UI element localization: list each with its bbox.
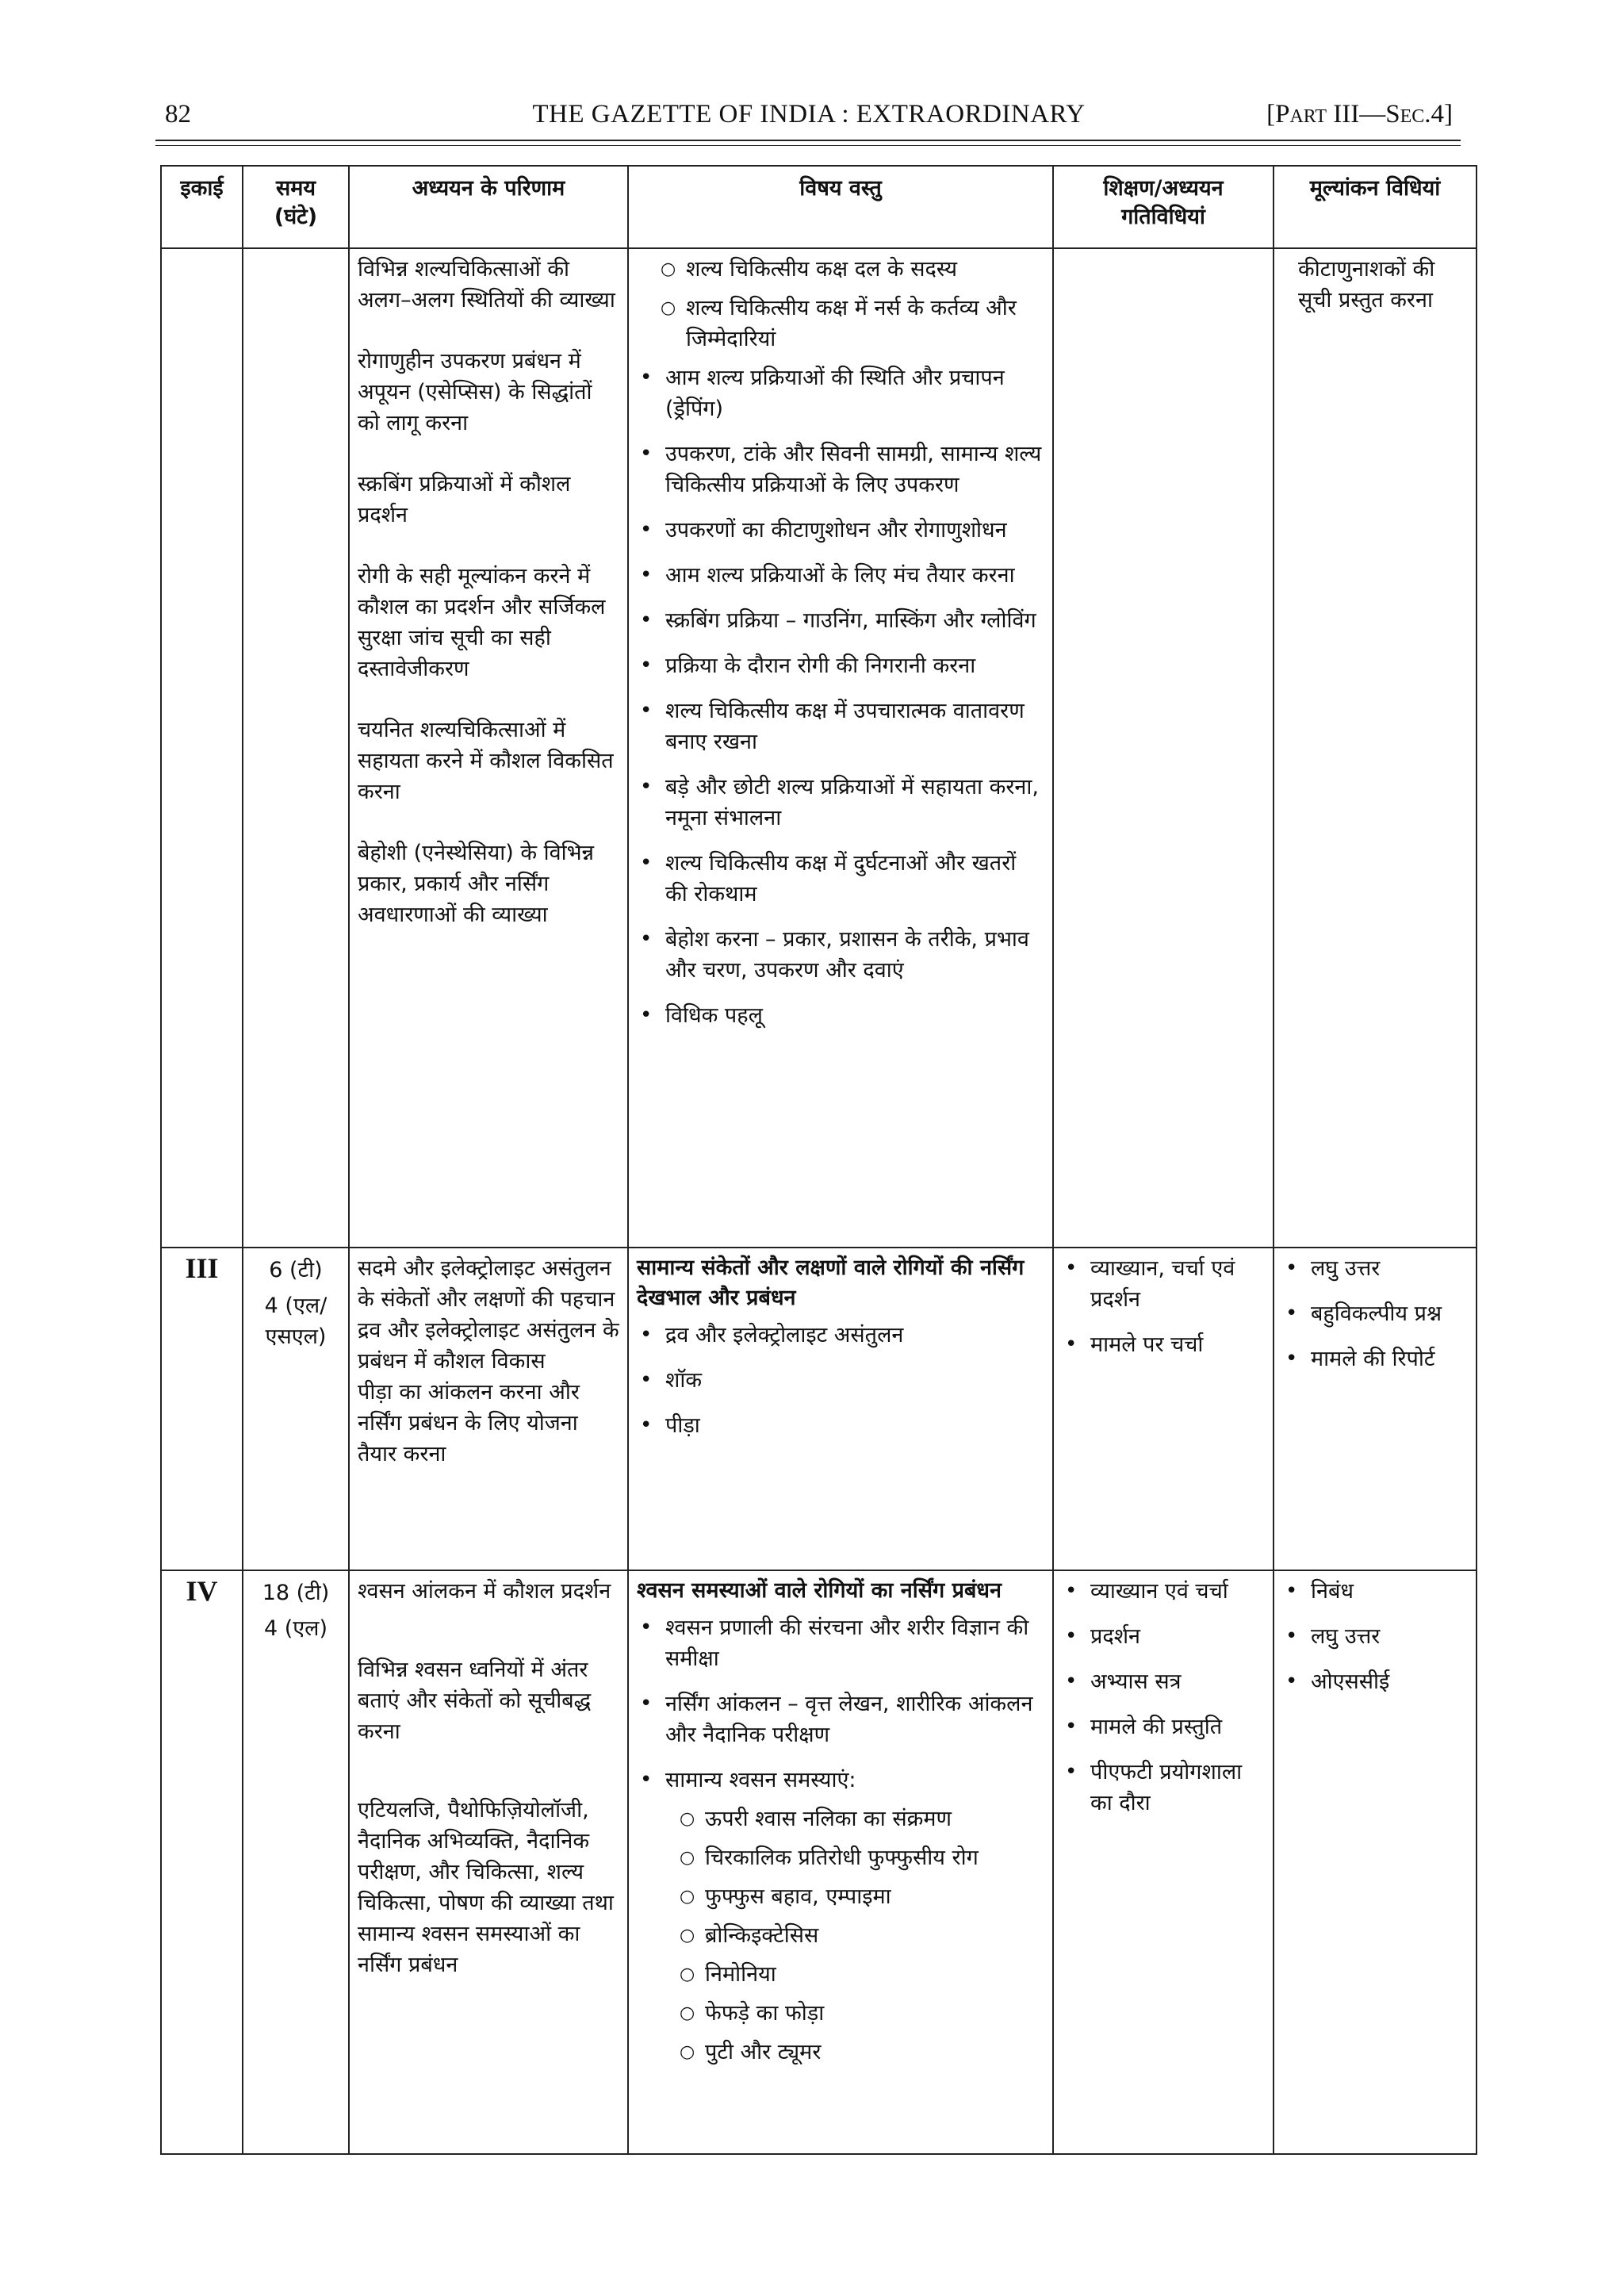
content-cell <box>628 248 1053 1248</box>
list-item: • शल्य चिकित्सीय कक्ष में दुर्घटनाओं और खतरों की रोकथाम <box>637 848 1044 910</box>
list-item: • मामले पर चर्चा <box>1062 1329 1265 1360</box>
content-heading: श्वसन समस्याओं वाले रोगियों का नर्सिंग प्रबंधन <box>637 1578 1002 1603</box>
list-item: ○ ब्रोन्किइक्टेसिस <box>676 1920 1044 1951</box>
list-item: • शल्य चिकित्सीय कक्ष में उपचारात्मक वातावरण बनाए रखना <box>637 696 1044 757</box>
table-row <box>161 1570 1477 2154</box>
assessment-list <box>1282 1576 1468 1697</box>
list-item: • श्वसन प्रणाली की संरचना और शरीर विज्ञान की समीक्षा <box>637 1612 1044 1674</box>
list-item: ○ शल्य चिकित्सीय कक्ष दल के सदस्य <box>657 254 1044 285</box>
time-lab: 4 (एल) <box>263 1616 328 1641</box>
list-item: • अभ्यास सत्र <box>1062 1666 1265 1697</box>
list-item: • नर्सिंग आंकलन – वृत्त लेखन, शारीरिक आंकलन और नैदानिक परीक्षण <box>637 1688 1044 1750</box>
assessment-list <box>1282 1253 1468 1374</box>
content-list <box>637 1320 1044 1441</box>
col-header-unit: इकाई <box>161 166 243 248</box>
list-item-label: सामान्य श्वसन समस्याएं: <box>665 1768 856 1792</box>
list-item: • मामले की रिपोर्ट <box>1282 1343 1468 1374</box>
list-item: • लघु उत्तर <box>1282 1621 1468 1652</box>
activities-cell <box>1053 1248 1274 1570</box>
header-rule-thin <box>155 145 1461 146</box>
outcome-text: बेहोशी (एनेस्थेसिया) के विभिन्न प्रकार, प्रकार्य और नर्सिंग अवधारणाओं की व्याख्या <box>358 841 595 927</box>
outcome-text: रोगी के सही मूल्यांकन करने में कौशल का प्रदर्शन और सर्जिकल सुरक्षा जांच सूची का सही दस्तावेजीकरण <box>358 564 606 681</box>
activities-cell <box>1053 1570 1274 2154</box>
list-item: ○ ऊपरी श्वास नलिका का संक्रमण <box>676 1803 1044 1834</box>
list-item: • लघु उत्तर <box>1282 1253 1468 1284</box>
page-number: 82 <box>165 100 191 128</box>
outcome-text: श्वसन आंलकन में कौशल प्रदर्शन <box>358 1579 611 1604</box>
list-item: • प्रक्रिया के दौरान रोगी की निगरानी करना <box>637 650 1044 681</box>
gazette-title: THE GAZETTE OF INDIA : EXTRAORDINARY <box>532 100 1086 128</box>
list-item: • व्याख्यान एवं चर्चा <box>1062 1576 1265 1607</box>
list-item: • आम शल्य प्रक्रियाओं के लिए मंच तैयार करना <box>637 560 1044 591</box>
list-item: • निबंध <box>1282 1576 1468 1607</box>
outcome-text: रोगाणुहीन उपकरण प्रबंधन में अपूयन (एसेप्सिस) के सिद्धांतों को लागू करना <box>358 349 592 435</box>
list-item: • उपकरणों का कीटाणुशोधन और रोगाणुशोधन <box>637 515 1044 546</box>
list-item: ○ शल्य चिकित्सीय कक्ष में नर्स के कर्तव्य और जिम्मेदारियां <box>657 293 1044 355</box>
activities-list <box>1062 1576 1265 1819</box>
activities-cell <box>1053 248 1274 1248</box>
list-item: • प्रदर्शन <box>1062 1621 1265 1652</box>
content-cell <box>628 1570 1053 2154</box>
assessment-cell <box>1274 1248 1477 1570</box>
col-header-outcomes: अध्ययन के परिणाम <box>349 166 628 248</box>
list-item: ○ चिरकालिक प्रतिरोधी फुफ्फुसीय रोग <box>676 1842 1044 1873</box>
list-item: • व्याख्यान, चर्चा एवं प्रदर्शन <box>1062 1253 1265 1315</box>
content-list <box>637 362 1044 1031</box>
content-heading: सामान्य संकेतों और लक्षणों वाले रोगियों की नर्सिंग देखभाल और प्रबंधन <box>637 1255 1025 1310</box>
outcome-text: विभिन्न श्वसन ध्वनियों में अंतर बताएं और संकेतों को सूचीबद्ध करना <box>358 1658 592 1744</box>
list-item <box>637 1765 1044 2068</box>
table-row <box>161 248 1477 1248</box>
assessment-cell <box>1274 248 1477 1248</box>
col-header-time: समय (घंटे) <box>243 166 349 248</box>
unit-number: IV <box>161 1570 243 2154</box>
list-item: • स्क्रबिंग प्रक्रिया – गाउनिंग, मास्किंग और ग्लोविंग <box>637 605 1044 636</box>
syllabus-table <box>160 165 1477 2155</box>
list-item: • ओएससीई <box>1282 1666 1468 1697</box>
content-sublist <box>665 1803 1044 2068</box>
table-row <box>161 1248 1477 1570</box>
time-lab: 4 (एल/ एसएल) <box>264 1294 327 1349</box>
unit-cell <box>161 248 243 1248</box>
outcome-text: द्रव और इलेक्ट्रोलाइट असंतुलन के प्रबंधन में कौशल विकास <box>358 1318 619 1374</box>
col-header-activities: शिक्षण/अध्ययन गतिविधियां <box>1053 166 1274 248</box>
outcomes-cell <box>349 248 628 1248</box>
list-item: • शॉक <box>637 1365 1044 1396</box>
col-header-content: विषय वस्तु <box>628 166 1053 248</box>
list-item: • बड़े और छोटी शल्य प्रक्रियाओं में सहायता करना, नमूना संभालना <box>637 772 1044 834</box>
time-cell <box>243 1248 349 1570</box>
unit-number: III <box>161 1248 243 1570</box>
header-rule <box>155 140 1461 141</box>
content-list <box>637 1612 1044 2068</box>
assessment-cell <box>1274 1570 1477 2154</box>
list-item: ○ पुटी और ट्यूमर <box>676 2037 1044 2068</box>
outcome-text: पीड़ा का आंकलन करना और नर्सिंग प्रबंधन के लिए योजना तैयार करना <box>358 1380 580 1466</box>
outcomes-cell <box>349 1248 628 1570</box>
time-theory: 18 (टी) <box>262 1581 330 1605</box>
activities-list <box>1062 1253 1265 1360</box>
outcomes-cell <box>349 1570 628 2154</box>
assessment-text: कीटाणुनाशकों की सूची प्रस्तुत करना <box>1298 257 1435 312</box>
outcome-text: एटियलजि, पैथोफिज़ियोलॉजी, नैदानिक अभिव्यक्ति, नैदानिक परीक्षण, और चिकित्सा, शल्य चिकित्सा, पोषण की व्याख्या तथा सामान्य श्वसन समस्याओं का नर्सिंग प्रबंधन <box>358 1798 614 1977</box>
list-item: • उपकरण, टांके और सिवनी सामग्री, सामान्य शल्य चिकित्सीय प्रक्रियाओं के लिए उपकरण <box>637 439 1044 500</box>
list-item: • पीड़ा <box>637 1410 1044 1441</box>
list-item: ○ फुफ्फुस बहाव, एम्पाइमा <box>676 1881 1044 1912</box>
list-item: • बेहोश करना – प्रकार, प्रशासन के तरीके, प्रभाव और चरण, उपकरण और दवाएं <box>637 924 1044 986</box>
content-cell <box>628 1248 1053 1570</box>
time-cell <box>243 248 349 1248</box>
content-sublist <box>637 254 1044 355</box>
outcome-text: सदमे और इलेक्ट्रोलाइट असंतुलन के संकेतों और लक्षणों की पहचान <box>358 1256 615 1312</box>
list-item: ○ फेफड़े का फोड़ा <box>676 1998 1044 2029</box>
outcome-text: चयनित शल्यचिकित्साओं में सहायता करने में कौशल विकसित करना <box>358 718 614 804</box>
list-item: • द्रव और इलेक्ट्रोलाइट असंतुलन <box>637 1320 1044 1351</box>
list-item: • बहुविकल्पीय प्रश्न <box>1282 1298 1468 1329</box>
time-cell <box>243 1570 349 2154</box>
list-item: • पीएफटी प्रयोगशाला का दौरा <box>1062 1757 1265 1819</box>
time-theory: 6 (टी) <box>269 1258 323 1282</box>
part-section: [PART III—SEC.4] <box>1266 100 1453 128</box>
list-item: • आम शल्य प्रक्रियाओं की स्थिति और प्रचापन (ड्रेपिंग) <box>637 362 1044 424</box>
list-item: ○ निमोनिया <box>676 1959 1044 1990</box>
list-item: • मामले की प्रस्तुति <box>1062 1711 1265 1742</box>
page-header <box>159 94 1459 133</box>
outcome-text: स्क्रबिंग प्रक्रियाओं में कौशल प्रदर्शन <box>358 472 571 527</box>
list-item: • विधिक पहलू <box>637 1000 1044 1031</box>
table-header-row <box>161 166 1477 248</box>
col-header-assessment: मूल्यांकन विधियां <box>1274 166 1477 248</box>
outcome-text: विभिन्न शल्यचिकित्साओं की अलग–अलग स्थितियों की व्याख्या <box>358 257 615 312</box>
